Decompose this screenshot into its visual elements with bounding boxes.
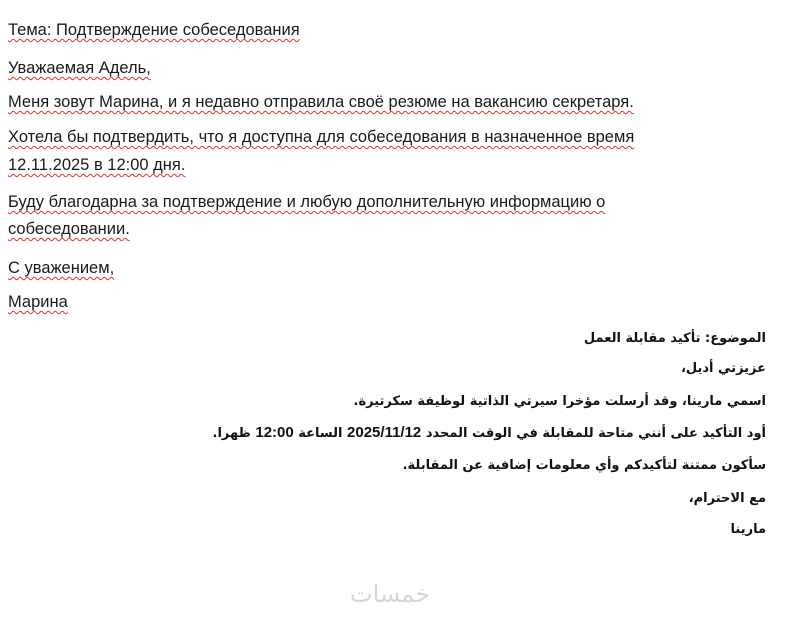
ar-closing: مع الاحترام، [688,491,766,506]
ru-confirm-line-1: Хотела бы подтвердить, что я доступна для собеседования в назначенное время [8,128,635,146]
ru-thanks-line-1: Буду благодарна за подтверждение и любую дополнительную информацию о [8,193,606,211]
ru-subject: Тема: Подтверждение собеседования [8,21,300,39]
ar-confirm-text-c: ظهرا. [212,426,251,441]
ar-confirm-time: 12:00 [255,424,294,441]
ru-confirm-line-2: 12.11.2025 в 12:00 дня. [8,156,186,174]
ar-intro: اسمي مارينا، وقد أرسلت مؤخرا سيرتي الذاتية لوظيفة سكرتيرة. [353,394,766,409]
ar-signature: مارينا [730,522,766,537]
ru-intro: Меня зовут Марина, и я недавно отправила своё резюме на вакансию секретаря. [8,93,634,111]
ar-confirm-date: 2025/11/12 [347,424,422,441]
ar-confirm [213,424,766,443]
ru-greeting: Уважаемая Адель, [8,59,151,77]
ar-confirm-text-b: الساعة [298,426,343,441]
ar-thanks: سأكون ممتنة لتأكيدكم وأي معلومات إضافية عن المقابلة. [402,458,766,473]
ru-signature: Марина [8,293,68,311]
ar-subject: الموضوع: تأكيد مقابلة العمل [583,331,766,346]
watermark-logo: خمسات [350,580,431,608]
ru-closing: С уважением, [8,259,115,277]
ru-thanks-line-2: собеседовании. [8,220,130,238]
ar-confirm-text-a: أود التأكيد على أنني متاحة للمقابلة في الوقت المحدد [425,426,766,441]
ar-greeting: عزيزتي أديل، [680,361,766,376]
